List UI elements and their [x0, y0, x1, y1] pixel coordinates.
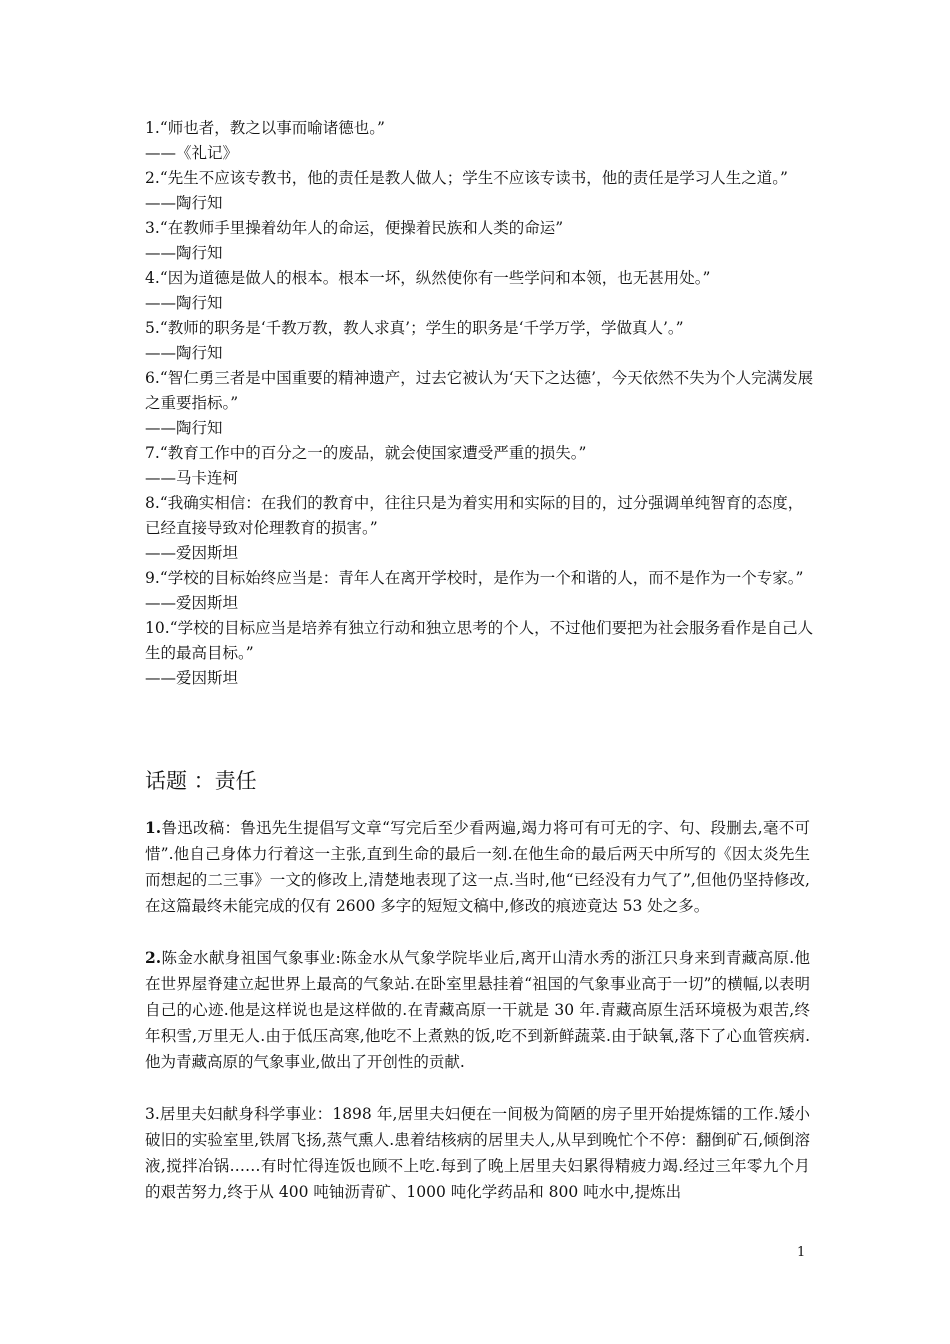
- quote-item: [145, 266, 815, 316]
- quote-item: [145, 491, 815, 566]
- quote-text: 7.“教育工作中的百分之一的废品，就会使国家遭受严重的损失。”: [145, 444, 587, 462]
- story-paragraph: [145, 815, 810, 919]
- story-text: 鲁迅改稿：鲁迅先生提倡写文章“写完后至少看两遍,竭力将可有可无的字、句、段删去,毫不可惜”.他自己身体力行着这一主张,直到生命的最后一刻.在他生命的最后两天中所写的《因太炎先生而想起的二三事》一文的修改上,清楚地表现了这一点.当时,他“已经没有力气了”,但他仍坚持修改,在这篇最终未能完成的仅有 2600 多字的短短文稿中,修改的痕迹竟达 53 处之多。: [145, 819, 810, 915]
- quote-author: ——陶行知: [145, 344, 223, 362]
- quote-author: ——马卡连柯: [145, 469, 239, 487]
- story-number: 3.: [145, 1105, 160, 1123]
- quote-text: 5.“教师的职务是‘千教万教，教人求真’；学生的职务是‘千学万学，学做真人’。”: [145, 319, 684, 337]
- quote-item: [145, 366, 815, 441]
- quote-text: 3.“在教师手里操着幼年人的命运，便操着民族和人类的命运”: [145, 219, 564, 237]
- quote-item: [145, 216, 815, 266]
- quote-text: 2.“先生不应该专教书，他的责任是教人做人；学生不应该专读书，他的责任是学习人生之道。”: [145, 169, 788, 187]
- quote-item: [145, 441, 815, 491]
- quote-list: [145, 116, 815, 691]
- story-list: [145, 815, 810, 1231]
- quote-text: 9.“学校的目标始终应当是：青年人在离开学校时，是作为一个和谐的人，而不是作为一个专家。”: [145, 569, 804, 587]
- quote-author: ——陶行知: [145, 294, 223, 312]
- quote-item: [145, 116, 815, 166]
- quote-item: [145, 566, 815, 616]
- story-number: 2.: [145, 948, 162, 967]
- story-paragraph: [145, 945, 810, 1075]
- quote-author: ——陶行知: [145, 419, 223, 437]
- quote-author: ——爱因斯坦: [145, 594, 239, 612]
- quote-author: ——《礼记》: [145, 144, 239, 162]
- quote-item: [145, 316, 815, 366]
- quote-text: 1.“师也者，教之以事而喻诸德也。”: [145, 119, 385, 137]
- topic-heading: 话题 ：责任: [145, 769, 257, 793]
- quote-author: ——爱因斯坦: [145, 544, 239, 562]
- quote-item: [145, 166, 815, 216]
- story-text: 陈金水献身祖国气象事业:陈金水从气象学院毕业后,离开山清水秀的浙江只身来到青藏高原.他在世界屋脊建立起世界上最高的气象站.在卧室里悬挂着“祖国的气象事业高于一切”的横幅,以表明自己的心迹.他是这样说也是这样做的.在青藏高原一干就是 30 年.青藏高原生活环境极为艰苦,终年积雪,万里无人.由于低压高寒,他吃不上煮熟的饭,吃不到新鲜蔬菜.由于缺氧,落下了心血管疾病.他为青藏高原的气象事业,做出了开创性的贡献.: [145, 949, 810, 1071]
- quote-text: 4.“因为道德是做人的根本。根本一坏，纵然使你有一些学问和本领，也无甚用处。”: [145, 269, 711, 287]
- quote-text: 10.“学校的目标应当是培养有独立行动和独立思考的个人，不过他们要把为社会服务看作是自己人生的最高目标。”: [145, 619, 814, 662]
- quote-author: ——陶行知: [145, 194, 223, 212]
- quote-text: 8.“我确实相信：在我们的教育中，往往只是为着实用和实际的目的，过分强调单纯智育的态度，已经直接导致对伦理教育的损害。”: [145, 494, 804, 537]
- story-text: 居里夫妇献身科学事业：1898 年,居里夫妇便在一间极为简陋的房子里开始提炼镭的工作.矮小破旧的实验室里,铁屑飞扬,蒸气熏人.患着结核病的居里夫人,从早到晚忙个不停：翻倒矿石,倾倒溶液,搅拌冶锅……有时忙得连饭也顾不上吃.每到了晚上居里夫妇累得精疲力竭.经过三年零九个月的艰苦努力,终于从 400 吨铀沥青矿、1000 吨化学药品和 800 吨水中,提炼出: [145, 1105, 810, 1201]
- page-number: 1: [797, 1245, 806, 1260]
- quote-author: ——陶行知: [145, 244, 223, 262]
- quote-item: [145, 616, 815, 691]
- quote-author: ——爱因斯坦: [145, 669, 239, 687]
- story-paragraph: [145, 1101, 810, 1205]
- story-number: 1.: [145, 818, 162, 837]
- quote-text: 6.“智仁勇三者是中国重要的精神遗产，过去它被认为‘天下之达德’，今天依然不失为个人完满发展之重要指标。”: [145, 369, 814, 412]
